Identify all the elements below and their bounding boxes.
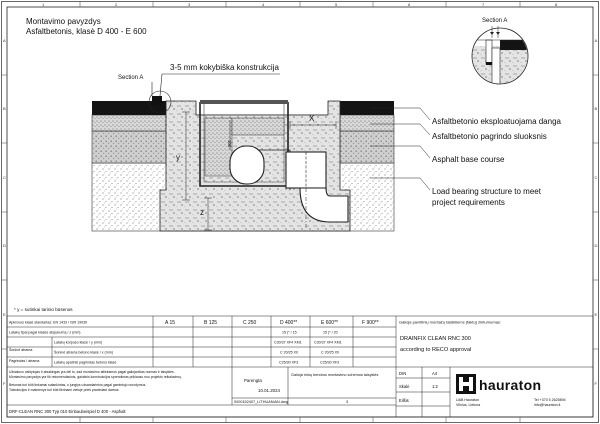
grid-label: 1: [42, 1, 45, 7]
grid-label: A: [594, 38, 598, 43]
grid-label: D: [3, 243, 6, 248]
date-label: Parengta: [244, 378, 262, 383]
section-a-left-label: Section A: [118, 75, 144, 81]
grid-label: 6: [408, 1, 411, 7]
brand-name: hauraton: [479, 377, 542, 393]
note-line: Tolerancijos ir matmenys turi būti tikrinami vietoje prieš pradedant darbus.: [9, 388, 120, 392]
class-c250: C 250: [243, 320, 257, 326]
layer-label-base: Asphalt base course: [432, 155, 505, 164]
edition-label: Eilšis: [399, 398, 409, 403]
din-label: DIN: [399, 371, 407, 376]
din-value: A4: [432, 371, 438, 376]
date-value: 10.01.2024: [258, 388, 280, 393]
side-label: Pagrindas / atrama: [9, 359, 40, 363]
address-line-1: UAB Hauraton: [456, 398, 480, 402]
scale-value: 1:2: [432, 384, 438, 389]
outlet-pipe-elbow: [230, 146, 264, 184]
approval-header: Galioja pavirtinių montažų taisikliems (faktų) žinturnumas:: [399, 319, 502, 325]
grid-label: F: [3, 381, 6, 386]
approval-text: according to RECO approval: [400, 347, 472, 353]
dim-100-label: 100: [227, 140, 232, 147]
row-label: Latakų tipai pagal klasės atsparumą / z (mm): [9, 330, 81, 335]
note-line: Montavimo pavyzdys yra tik rekomendacinis, galutinis konstrukcijos sprendimas priklauso nuo projekto reikalavimų.: [9, 375, 182, 379]
scale-label: Skalė: [399, 384, 410, 389]
layer-label-binder: Asfaltbetonio pagrindo sluoksnis: [432, 132, 547, 141]
channel-grate-frame: [200, 100, 288, 104]
grid-label: 2: [115, 1, 118, 7]
layer-label-load-2: project requirements: [432, 198, 505, 207]
row-value-d: C30/37 XF4 XM1: [274, 340, 302, 345]
class-d400: D 400**: [280, 320, 298, 326]
grid-label: 8: [555, 1, 558, 7]
grid-label: 4: [262, 1, 265, 7]
row-value-e: C30/37 XF4 XM1: [314, 340, 342, 345]
file-name: 0000152407_LITHUANIAN.dwg: [234, 400, 288, 404]
row-label: Šoninė atrama betono klasė / x (mm): [54, 350, 113, 355]
note-line: Betonas turi būti tinkamai sutankintas, o jungtys užsandarintos pagal gamintojo nurodymus.: [9, 383, 147, 387]
side-label: Šoninė atrama: [9, 348, 33, 352]
grid-label: 7: [482, 1, 485, 7]
grid-label: E: [594, 312, 598, 317]
drawing-subtitle: Asfaltbetonis, klasė D 400 - E 600: [26, 27, 147, 36]
section-a-top-label: Section A: [482, 18, 508, 24]
class-f900: F 900**: [362, 320, 379, 326]
grid-label: D: [594, 243, 598, 248]
layer-label-load-1: Load bearing structure to meet: [432, 187, 541, 196]
grid-label: A: [3, 38, 6, 43]
scheme-label: Galioja rinkų bendros montavimo schemos taisyklės: [291, 373, 379, 377]
row-value-d: C25/30 XF3: [279, 360, 299, 365]
grid-label: F: [594, 381, 597, 386]
row-label: Latakų korpuso klasė / y (mm): [54, 340, 103, 345]
grid-label: 3: [188, 1, 191, 7]
drawing-title: Montavimo pavyzdys: [26, 17, 101, 26]
drawing-description: DRF-CLEAN RNC 300 Typ 010 Einbaubeispiel D 400 - Asphalt: [9, 409, 126, 414]
grid-label: B: [594, 106, 598, 111]
general-notes: [9, 370, 182, 392]
row-value-e: C 20/25 X0: [321, 350, 339, 355]
table-header-label: Apkrovos klasė standartas: EN 1433 / ISR 19030: [9, 320, 88, 325]
load-class-headers: [165, 320, 379, 326]
row-value-d: 15 (* / 15: [282, 330, 297, 335]
row-value-e: 15 (* / 20: [323, 330, 338, 335]
title-block: [7, 316, 593, 417]
grid-label: C: [594, 175, 598, 180]
hauraton-logo: [456, 374, 541, 394]
section-a-detail: [472, 18, 528, 88]
class-e600: E 600**: [321, 320, 338, 326]
email: info@hauraton.lt: [534, 403, 561, 407]
dim-y-label: y: [176, 153, 180, 162]
product-name: DRAINFIX CLEAN RNC 300: [400, 336, 471, 342]
grid-label: 5: [335, 1, 338, 7]
construction-note: 3-5 mm kokybiška konstrukcija: [170, 63, 279, 72]
dim-x-label: X: [309, 114, 315, 123]
spec-rows: [9, 331, 342, 365]
footnote: * y = sutinkai tarinio būsenos: [14, 307, 73, 312]
phone: Tel +370 5 2625894: [534, 398, 566, 402]
grid-label: B: [3, 106, 6, 111]
layer-label-surface: Asfaltbetonio eksploatuojama danga: [432, 117, 561, 126]
cross-section: [92, 91, 394, 231]
row-label: Latakų apatinis pagrindas betono klasė: [54, 360, 117, 365]
row-value-d: C 20/25 X0: [280, 350, 298, 355]
class-a15: A 15: [165, 320, 176, 326]
dim-z-label: z: [200, 208, 204, 217]
class-b125: B 125: [204, 320, 218, 326]
row-value-e: C25/30 XF3: [320, 360, 340, 365]
grid-label: E: [3, 312, 6, 317]
filter-substrate: [205, 118, 232, 176]
edge-anchor: [152, 96, 162, 106]
grid-label: C: [3, 175, 6, 180]
note-line: Užsakovo valdytojas ir atsakingas yra dėl to, kad montavimo atliekamos pagal galiojančias normas ir taisykles.: [9, 370, 175, 374]
address-line-2: Vilnius, Lietuva: [456, 403, 481, 407]
sheet-number: 3: [346, 400, 349, 404]
